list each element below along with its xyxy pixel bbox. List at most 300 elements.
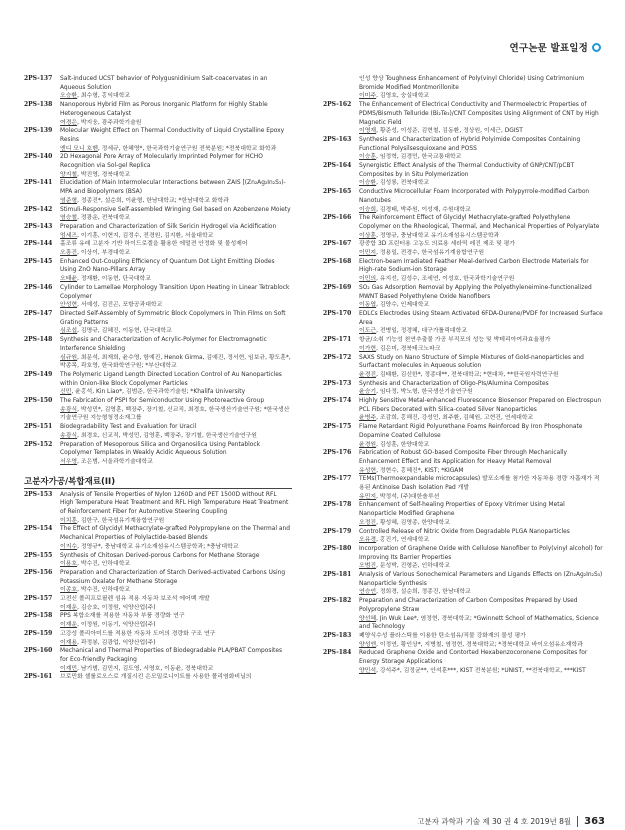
- entry-title: Reduced Graphene Oxide and Contorted Hexabenzocoronene Composites for Energy Storage Applications: [359, 650, 588, 666]
- coauthors-affiliation: , 박수진, 인하대학교: [77, 587, 131, 594]
- entry-authors: [60, 119, 292, 128]
- entry-body: [60, 153, 292, 179]
- entry-code: 2PS-138: [24, 101, 53, 109]
- entry-code: 2PS-179: [323, 527, 352, 535]
- coauthors-affiliation: , 문성박, 진형준, 인하대학교: [376, 563, 450, 570]
- coauthors-affiliation: , 박진영, 경북대학교: [77, 171, 131, 178]
- entry-title: Synthesis and Characterization of Acrylic-Polymer for Electromagnetic Interference Shielding: [60, 337, 267, 352]
- abstract-entry: [323, 354, 603, 380]
- abstract-entry: [323, 597, 603, 632]
- entry-title: PPS 복합소재를 적용한 자동차 부품 경량화 연구: [60, 613, 185, 620]
- entry-title: 고강성 폴리아미드를 적용한 자동차 도어의 경량화 구조 연구: [60, 630, 216, 637]
- coauthors-affiliation: , 정용일, 전경수, 한국섬유기계융합연구원: [376, 250, 485, 257]
- entry-code: 2PS-142: [24, 205, 53, 213]
- entry-code: 2PS-139: [24, 127, 53, 135]
- abstract-entry: [24, 569, 292, 595]
- presenting-author: 유성현: [359, 467, 377, 474]
- presenting-author: 이승환: [359, 180, 377, 187]
- entry-code: 2PS-184: [323, 649, 352, 657]
- entry-body: [60, 673, 292, 682]
- left-column: [24, 75, 292, 682]
- entry-code: 2PS-157: [24, 595, 53, 603]
- coauthors-affiliation: , 박정석, (주)대한솔루션: [376, 493, 440, 500]
- entry-title: SAXS Study on Nano Structure of Simple Mixtures of Gold-nanoparticles and Surfactant molecules in Aqueous solution: [359, 354, 584, 370]
- abstract-entry: [24, 673, 292, 682]
- coauthors-affiliation: , 임정혁, 김경민, 한국교통대학교: [376, 154, 462, 161]
- entry-title: Cylinder to Lamellae Morphology Transition Upon Heating in Linear Tetrablock Copolymer: [60, 284, 290, 300]
- presenting-author: 이영재: [359, 128, 377, 135]
- entry-code: 2PS-148: [24, 336, 53, 344]
- presenting-author: 윤경진: [359, 371, 377, 378]
- presenting-author: 서우영: [60, 458, 78, 465]
- abstract-entry: [323, 162, 603, 188]
- presenting-author: 윤병주: [359, 415, 377, 422]
- presenting-author: 이동엽: [359, 302, 377, 309]
- entry-body: [359, 397, 603, 423]
- right-list: [323, 75, 603, 676]
- coauthors-affiliation: , 이정원, 이동기, 익양산업(주): [77, 622, 156, 629]
- coauthors-affiliation: , 정영규*, 충남대학교 유기소재섬유시스템공학과; *충남대학교: [77, 543, 239, 550]
- entry-title: Controlled Release of Nitric Oxide from Degradable PLGA Nanoparticles: [359, 528, 570, 535]
- section-heading: 고분자가공/복합재료(II): [24, 476, 116, 487]
- entry-body: [359, 528, 603, 545]
- entry-authors: [359, 92, 603, 101]
- entry-authors: [60, 543, 292, 552]
- entry-body: [60, 552, 292, 569]
- entry-body: [359, 597, 603, 632]
- entry-title: Elucidation of Main Intermolecular Interactions between ZAIS [(Zn₂Ag₂In₂S₃)-MPA and Biopolymers (BSA): [60, 180, 286, 196]
- abstract-entry: [323, 214, 603, 240]
- presenting-author: 이지수: [60, 543, 78, 550]
- abstract-entry: [24, 525, 292, 551]
- abstract-entry: [24, 612, 292, 629]
- header-title: 연구논문 발표일정: [509, 43, 588, 54]
- coauthors-affiliation: , 홍진기, 연세대학교: [376, 537, 430, 544]
- entry-code: 2PS-144: [24, 240, 53, 248]
- entry-code: 2PS-175: [323, 423, 352, 431]
- entry-title: Synthesis of Chitosan Derived-porous Carbons for Methane Storage: [60, 552, 260, 559]
- abstract-entry: [323, 649, 603, 675]
- entry-title: Salt-induced UCST behavior of Polygusnidinium Salt-coacervates in an Aqueous Solution: [60, 76, 268, 91]
- presenting-author: 양성엔: [359, 641, 377, 648]
- entry-authors: [359, 345, 603, 354]
- abstract-entry: [24, 595, 292, 612]
- entry-authors: [359, 493, 603, 502]
- coauthors-affiliation: , 정영규, 충남대학교 유기소재섬유시스템공학과: [376, 232, 500, 239]
- entry-body: [359, 423, 603, 449]
- abstract-entry: [323, 501, 603, 527]
- presenting-author: 이민의: [359, 276, 377, 283]
- presenting-author: 양선혜: [359, 615, 377, 622]
- abstract-entry: [24, 101, 292, 127]
- entry-code: 2PS-163: [323, 135, 352, 143]
- entry-code: 2PS-160: [24, 647, 53, 655]
- presenting-author: 염승철: [60, 215, 78, 222]
- entry-code: 2PS-143: [24, 222, 53, 230]
- entry-code: 2PS-165: [323, 188, 352, 196]
- entry-body: [359, 545, 603, 571]
- entry-body: [60, 595, 292, 612]
- entry-authors: [60, 171, 292, 180]
- entry-title: The Fabrication of PSPI for Semiconductor Using Photoreactive Group: [60, 398, 265, 405]
- coauthors-affiliation: , 김성룡, 전북대학교: [376, 180, 430, 187]
- entry-authors: [60, 301, 292, 310]
- entry-title: 항균/소취 기능성 천연추출물 가공 부직포의 성능 및 박테리아여과효율평가: [359, 337, 551, 344]
- presenting-author: 송광식: [60, 406, 78, 413]
- left-top-list: [24, 75, 292, 467]
- presenting-author: 오정진: [359, 519, 377, 526]
- entry-code: 2PS-147: [24, 309, 53, 317]
- coauthors-affiliation: , 김한구, 한국섬유기계융합연구원: [77, 517, 165, 524]
- presenting-author: 송광식: [60, 432, 78, 439]
- entry-body: [359, 354, 603, 380]
- coauthors-affiliation: , 황성혜, 김영종, 한양대학교: [376, 519, 450, 526]
- entry-title: Enhancement of Self-healing Properties of Epoxy Vitrimer Using Metal Nanoparticle Modified Graphene: [359, 502, 565, 518]
- entry-body: [60, 397, 292, 423]
- presenting-author: 양민석: [359, 667, 377, 674]
- entry-authors: [359, 562, 603, 571]
- presenting-author: 이민지: [359, 250, 377, 257]
- entry-title: Conductive Microcellular Foam Incorporated with Polypyrrole-modified Carbon Nanotubes: [359, 189, 590, 204]
- coauthors-affiliation: , 전병일, 정경혜, 대구가톨릭대학교: [376, 328, 467, 335]
- presenting-author: 이재용: [60, 639, 78, 646]
- presenting-author: 이치훈: [60, 517, 78, 524]
- entry-code: 2PS-164: [323, 162, 352, 170]
- entry-body: [60, 423, 292, 440]
- entry-code: 2PS-155: [24, 551, 53, 559]
- abstract-entry: [323, 188, 603, 214]
- entry-body: [60, 371, 292, 397]
- entry-authors: [359, 536, 603, 545]
- entry-authors: [60, 275, 292, 284]
- entry-authors: [359, 206, 603, 215]
- page-number: 363: [584, 816, 605, 827]
- abstract-entry: [24, 371, 292, 397]
- entry-authors: [359, 301, 603, 310]
- entry-code: 2PS-162: [323, 101, 352, 109]
- coauthors-affiliation: , 정현수, 홍혜진*, KIST; *KIGAM: [376, 467, 464, 474]
- coauthors-affiliation: , 곽정봉, 김광업, 익양산업(주): [77, 639, 156, 646]
- entry-body: [60, 258, 292, 284]
- abstract-entry: [323, 397, 603, 423]
- entry-body: [359, 214, 603, 240]
- entry-body: [359, 449, 603, 475]
- entry-authors: [60, 458, 292, 467]
- abstract-entry: [323, 632, 603, 649]
- abstract-entry: [323, 449, 603, 475]
- footer-journal: 고분자 과학과 기술 제 30 권 4 호 2019년 8월: [417, 817, 572, 826]
- entry-title: The Enhancement of Electrical Conductivity and Thermoelectric Properties of PDMS/Bismuth Telluride (Bi₂Te₃)/CNT Composites Using Alignment of CNT by High Magnetic Field: [359, 102, 599, 126]
- presenting-author: 윤승기: [359, 389, 377, 396]
- entry-authors: [359, 467, 603, 476]
- entry-code: 2PS-156: [24, 568, 53, 576]
- entry-authors: [359, 249, 603, 258]
- entry-code: 2PS-177: [323, 475, 352, 483]
- abstract-entry: [323, 240, 603, 257]
- presenting-author: 오태윤: [60, 276, 78, 283]
- entry-authors: [60, 639, 292, 648]
- presenting-author: 양지철: [60, 171, 78, 178]
- coauthors-affiliation: , 김성훈, 한양대학교: [376, 441, 430, 448]
- presenting-author: 안성현: [60, 302, 78, 309]
- entry-code: 2PS-158: [24, 612, 53, 620]
- coauthors-affiliation: , 김양수, 인제대학교: [376, 302, 430, 309]
- entry-code: 2PS-180: [323, 544, 352, 552]
- coauthors-affiliation: , 정희경, 설순희, 정종진, 한남대학교: [376, 589, 471, 596]
- entry-title: TEMs(Thermoexpandable microcapsules) 발포소재를 첨가한 자동차용 경량 자흡재가 적용된 Antinoise Dash Isolation Pad 개발: [359, 476, 600, 492]
- entry-title: Synergistic Effect Analysis of the Thermal Conductivity of GNP/CNT/pCBT Composites by in Situ Polymerization: [359, 163, 575, 178]
- entry-authors: [60, 232, 292, 241]
- entry-body: [359, 475, 603, 501]
- entry-authors: [60, 388, 292, 397]
- entry-authors: [60, 214, 292, 223]
- coauthors-affiliation: , 최경호, 신교직, 박성민, 김영훈, 백장주, 장기철, 한국생산기술연구원: [77, 432, 257, 439]
- coauthors-affiliation: , 이상이, 부경대학교: [77, 250, 131, 257]
- entry-title: 고전신 폴리프로필렌 섬유 적용 자동차 보조석 에어백 개발: [60, 596, 210, 603]
- coauthors-affiliation: , 서예성, 김진곤, 포항공과대학교: [77, 302, 163, 309]
- coauthors-affiliation: , 박지웅, 광주과학기술원: [77, 119, 142, 126]
- entry-title: SO₂ Gas Adsorption Removal by Applying the Polyethyleneimine-functionalized MWNT Based Polyethylene Oxide Nanofibers: [359, 284, 592, 300]
- page-header: [509, 40, 601, 54]
- entry-body: [359, 101, 603, 136]
- right-column: [323, 75, 603, 676]
- entry-title: Preparation and Characterization of Carbon Composites Prepared by Used Polypropylene Straw: [359, 598, 578, 613]
- presenting-author: 엔디 모니 호벤: [60, 145, 98, 152]
- abstract-entry: [323, 75, 603, 101]
- entry-code: 2PS-153: [24, 490, 53, 498]
- page-footer: [330, 813, 625, 830]
- abstract-entry: [24, 423, 292, 440]
- coauthors-affiliation: , 정재환, 이동현, 단국대학교: [77, 276, 151, 283]
- abstract-entry: [24, 240, 292, 257]
- coauthors-affiliation: , 김태환, 김신한*, 정종대**, 전북대학교; *현대차, **한국원자력연구원: [376, 371, 559, 378]
- coauthors-affiliation: , 황준성, 이성준, 김현철, 김동환, 정상원, 이세근, DGIST: [376, 128, 523, 135]
- entry-body: [60, 310, 292, 336]
- entry-code: 2PS-172: [323, 353, 352, 361]
- section-divider: [24, 488, 292, 489]
- presenting-author: 이종호: [60, 587, 78, 594]
- coauthors-affiliation: , 최수형, 홍익대학교: [77, 93, 131, 100]
- entry-authors: [359, 641, 603, 650]
- abstract-entry: [24, 179, 292, 205]
- abstract-entry: [24, 153, 292, 179]
- entry-authors: [359, 371, 603, 380]
- abstract-entry: [24, 75, 292, 101]
- entry-body: [359, 75, 603, 101]
- presenting-author: 여경은: [60, 119, 78, 126]
- abstract-entry: [24, 223, 292, 240]
- entry-title: Analysis of Tensile Properties of Nylon 1260D and PET 1500D without RFL High Temperature Heat Treatment and RFL High Temperature Heat Treatment of Reinforcement Fiber for Automotive Steering Coupling: [60, 491, 289, 516]
- presenting-author: 이승희: [359, 206, 377, 213]
- entry-body: [60, 179, 292, 205]
- abstract-entry: [323, 571, 603, 597]
- entry-authors: [60, 517, 292, 526]
- coauthors-affiliation: , 조은범, 서울과학기술대학교: [77, 458, 153, 465]
- entry-body: [359, 649, 603, 675]
- entry-body: [359, 632, 603, 649]
- presenting-author: 유민지: [359, 493, 377, 500]
- coauthors-affiliation: , 김경태, 박주원, 이성재, 수원대학교: [376, 206, 471, 213]
- entry-code: 2PS-168: [323, 257, 352, 265]
- entry-authors: [60, 197, 292, 206]
- entry-body: [60, 284, 292, 310]
- entry-code: 2PS-137: [24, 75, 53, 82]
- abstract-entry: [24, 206, 292, 223]
- presenting-author: 이가현: [359, 345, 377, 352]
- entry-title: EDLCs Electrodes Using Steam Activated 6FDA-Durene/PVDF for Increased Surface Area: [359, 310, 603, 326]
- entry-authors: [359, 179, 603, 188]
- abstract-entry: [323, 284, 603, 310]
- abstract-entry: [323, 101, 603, 136]
- coauthors-affiliation: , 김명규, 김혜진, 이동현, 단국대학교: [77, 328, 172, 335]
- entry-authors: [359, 441, 603, 450]
- entry-body: [60, 647, 292, 673]
- entry-body: [60, 206, 292, 223]
- presenting-author: 오흥진: [60, 250, 78, 257]
- entry-authors: [60, 586, 292, 595]
- abstract-entry: [24, 310, 292, 336]
- coauthors-affiliation: , 유지선, 김성수, 조세연, 이성호, 한국과학기술연구원: [376, 276, 515, 283]
- coauthors-affiliation: , 강석주*, 김정균**, 안석훈***, KIST 전북분원; *UNIST, **전북대학교, ***KIST: [376, 667, 586, 674]
- entry-title: Synthesis and Characterization of Hybrid Polyimide Composites Containing Functional Polysilsesquioxane and POSS: [359, 136, 581, 152]
- entry-title: Stimuli-Responsive Self-assembled Wringing Gel based on Azobenzene Moiety: [60, 206, 291, 213]
- entry-code: 2PS-149: [24, 370, 53, 378]
- entry-title: 폐양식수성 플라스틱를 이용한 탄소섬유/직물 강화재의 물성 평가: [359, 633, 526, 639]
- entry-code: 2PS-150: [24, 397, 53, 405]
- entry-authors: [359, 127, 603, 136]
- presenting-author: 윤경원: [359, 441, 377, 448]
- entry-authors: [60, 92, 292, 101]
- entry-authors: [60, 665, 292, 674]
- entry-body: [60, 612, 292, 629]
- entry-code: 2PS-159: [24, 629, 53, 637]
- abstract-entry: [24, 552, 292, 569]
- entry-code: 2PS-151: [24, 423, 53, 431]
- entry-authors: [60, 354, 292, 371]
- abstract-entry: [323, 423, 603, 449]
- entry-title: Biodegradability Test and Evaluation for Uracil: [60, 424, 197, 431]
- abstract-entry: [323, 258, 603, 284]
- entry-title: Preparation of Mesoporous Silica and Organosilica Using Pentablock Copolymer Templates in Weakly Acidic Aqueous Solution: [60, 441, 261, 457]
- entry-title: Molecular Weight Effect on Thermal Conductivity of Liquid Crystalline Epoxy Resins: [60, 128, 285, 143]
- entry-code: 2PS-166: [323, 214, 352, 222]
- presenting-author: 오범진: [359, 563, 377, 570]
- entry-code: 2PS-182: [323, 597, 352, 605]
- abstract-entry: [24, 336, 292, 371]
- entry-code: 2PS-183: [323, 632, 352, 639]
- coauthors-affiliation: , 정종진*, 설순희, 이윤형, 한남대학교; *한남대학교 화학과: [77, 197, 229, 204]
- abstract-entry: [24, 258, 292, 284]
- entry-authors: [60, 621, 292, 630]
- entry-code: 2PS-181: [323, 571, 352, 579]
- abstract-entry: [24, 491, 292, 526]
- entry-code: 2PS-178: [323, 501, 352, 509]
- entry-body: [60, 127, 292, 153]
- coauthors-affiliation: , 김영호, 숭실대학교: [376, 93, 430, 100]
- coauthors-affiliation: , 윤홍석, Kin Liao*, 김범준, 한국과학기술원; *Khalifa University: [71, 389, 246, 396]
- entry-title: Electron-beam Irradiated Feather Meal-derived Carbon Electrode Materials for High-rate Sodium-ion Storage: [359, 258, 589, 274]
- entry-authors: [359, 153, 603, 162]
- entry-body: [359, 336, 603, 353]
- entry-code: 2PS-170: [323, 309, 352, 317]
- entry-authors: [359, 232, 603, 241]
- coauthors-affiliation: , 정세규, 한혜영*, 한국과학기술연구원 전북분원; *전북대학교 화학과: [97, 145, 277, 152]
- entry-body: [60, 630, 292, 647]
- entry-title: 광중합 3D 프린터용 고농도 의료용 세라믹 레진 제조 및 평가: [359, 241, 516, 248]
- entry-title: Incorporation of Graphene Oxide with Cellulose Nanofiber to Poly(vinyl alcohol) for Improving Its Barrier Properties: [359, 545, 603, 561]
- entry-authors: [359, 615, 603, 632]
- entry-authors: [60, 145, 292, 154]
- entry-title: The Effect of Glycidyl Methacrylate-grafted Polypropylene on the Thermal and Mechanical Properties of Polylactide-based Blends: [60, 526, 290, 542]
- entry-code: 2PS-167: [323, 240, 352, 248]
- entry-body: [359, 571, 603, 597]
- entry-title: Enhanced Out-Coupling Efficiency of Quantum Dot Light Emitting Diodes Using ZnO Nano-Pillars Array: [60, 258, 275, 274]
- presenting-author: 이상훈: [359, 232, 377, 239]
- entry-body: [60, 569, 292, 595]
- entry-code: [323, 75, 359, 101]
- entry-code: 2PS-173: [323, 379, 352, 387]
- entry-body: [359, 258, 603, 284]
- entry-body: [359, 501, 603, 527]
- presenting-author: 이도근: [359, 328, 377, 335]
- coauthors-affiliation: , 남기범, 김민지, 김도영, 서영호, 이동윤, 경북대학교: [77, 665, 214, 672]
- coauthors-affiliation: , 최문석, 최재희, 윤수영, 함예진, Henok Girma, 김예진, 정서현, 임보규, 황도훈*, 박종목, 곽호영, 한국화학연구원; *부산대학교: [60, 354, 291, 370]
- coauthors-affiliation: , 김승호, 이정원, 익양산업(주): [77, 604, 156, 611]
- entry-body: [60, 525, 292, 551]
- presenting-author: 심조섭: [60, 328, 78, 335]
- coauthors-affiliation: , 박수진, 인하대학교: [77, 561, 131, 568]
- entry-code: 2PS-171: [323, 336, 352, 344]
- abstract-entry: [323, 136, 603, 162]
- entry-authors: [60, 249, 292, 258]
- entry-title: 홀조류 유래 고분자 기반 하이드로겔을 활용한 에멀젼 안정화 및 물성제어: [60, 241, 248, 248]
- abstract-entry: [24, 630, 292, 647]
- entry-body: [60, 101, 292, 127]
- entry-authors: [60, 327, 292, 336]
- entry-body: [359, 188, 603, 214]
- entry-body: [60, 75, 292, 101]
- entry-body: [359, 310, 603, 336]
- abstract-entry: [323, 380, 603, 397]
- coauthors-affiliation: , 조감희, 홍해진, 강성민, 최주환, 김혜원, 고현건, 연세대학교: [376, 415, 534, 422]
- presenting-author: 이재운: [60, 622, 78, 629]
- entry-code: 2PS-146: [24, 283, 53, 291]
- entry-code: 2PS-141: [24, 179, 53, 187]
- entry-code: 2PS-161: [24, 673, 53, 681]
- entry-title: Preparation and Characterization of Silk Sericin Hydrogel via Acidification: [60, 223, 277, 230]
- coauthors-affiliation: , Jin Wuk Lee*, 염정현, 경북대학교; *Gwinnett School of Mathematics, Science and Technology: [359, 615, 599, 631]
- entry-body: [60, 240, 292, 257]
- entry-title: Flame Retardant Rigid Polyurethane Foams Reinforced By Iron Phosphonate Dopamine Coated Cellulose: [359, 424, 583, 439]
- entry-code: 2PS-145: [24, 257, 53, 265]
- entry-title: Directed Self-Assembly of Symmetric Block Copolymers in Thin Films on Soft Grating Patterns: [60, 310, 286, 326]
- entry-body: [359, 162, 603, 188]
- coauthors-affiliation: , 임다정, 박노형, 한국생산기술연구원: [376, 389, 473, 396]
- entry-code: 2PS-152: [24, 440, 53, 448]
- entry-authors: [359, 414, 603, 423]
- entry-authors: [359, 327, 603, 336]
- entry-body: [60, 441, 292, 467]
- presenting-author: 이승훈: [359, 154, 377, 161]
- presenting-author: 신민: [60, 389, 72, 396]
- entry-code: 2PS-140: [24, 153, 53, 161]
- entry-body: [60, 336, 292, 371]
- abstract-entry: [24, 647, 292, 673]
- presenting-author: 이재운: [60, 604, 78, 611]
- presenting-author: 오유경: [359, 537, 377, 544]
- abstract-entry: [24, 284, 292, 310]
- presenting-author: 엄세즈: [60, 232, 78, 239]
